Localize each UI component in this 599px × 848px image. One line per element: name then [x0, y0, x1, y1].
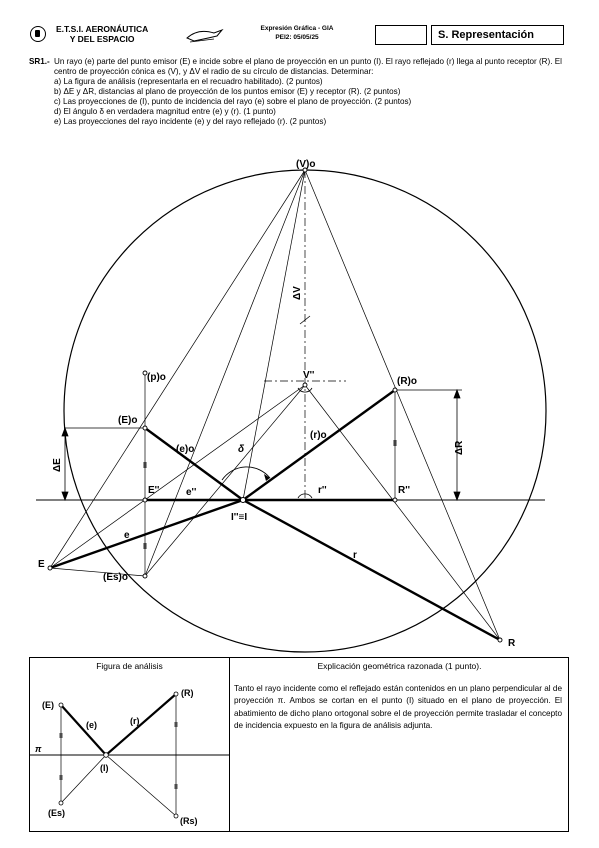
fa-label-pi: π — [35, 744, 42, 754]
label-e-point: E — [38, 559, 45, 570]
label-r-ray0: (r)o — [310, 430, 327, 441]
subject-line-1: Expresión Gráfica - GIA — [260, 25, 334, 32]
label-e-ray-pp: e'' — [186, 487, 197, 498]
label-e-ray: e — [124, 530, 130, 541]
label-r-pp: R'' — [398, 485, 410, 496]
delta-arc — [222, 467, 270, 480]
answer-box — [29, 657, 569, 832]
fa-label-rs: (Rs) — [180, 816, 198, 826]
label-r-point: R — [508, 638, 516, 649]
label-delta-r: ΔR — [454, 440, 465, 455]
school-line-1: E.T.S.I. AERONÁUTICA — [56, 24, 149, 34]
problem-number: SR1.- — [29, 57, 50, 66]
task-e: e) Las proyecciones del rayo incidente (e) y del rayo reflejado (r). (2 puntos) — [54, 117, 327, 126]
label-r0: (R)o — [397, 376, 417, 387]
label-r-ray: r — [353, 550, 357, 561]
label-delta: δ — [238, 444, 245, 455]
analysis-title: Figura de análisis — [96, 661, 163, 671]
label-delta-e: ΔE — [52, 458, 63, 472]
label-r-ray-pp: r'' — [318, 485, 327, 496]
label-delta-v: ΔV — [292, 286, 303, 300]
construction-lines — [50, 170, 500, 640]
fa-label-r-ray: (r) — [130, 716, 140, 726]
fa-label-es: (Es) — [48, 808, 66, 818]
task-a: a) La figura de análisis (representarla en el recuadro habilitado). (2 puntos) — [54, 77, 323, 86]
label-e-pp: E'' — [148, 485, 160, 496]
topic-box: S. Representación — [431, 25, 564, 45]
points — [48, 168, 502, 642]
subject-line-2: PEI2: 05/05/25 — [275, 34, 319, 41]
label-e0: (E)o — [118, 415, 138, 426]
ray-lines — [50, 390, 500, 640]
problem-text: Un rayo (e) parte del punto emisor (E) e incide sobre el plano de proyección en un punto (I). El rayo reflejado (r) llega al punto receptor (R). El centro de proyección cónica es (V), y ΔV el radio de su círculo de distancias. Determinar: — [54, 57, 562, 76]
task-b: b) ΔE y ΔR, distancias al plano de proyección de los puntos emisor (E) y receptor (R). (2 puntos) — [54, 87, 401, 96]
fa-label-r: (R) — [181, 688, 194, 698]
analysis-figure — [30, 658, 229, 833]
explanation-text: Tanto el rayo incidente como el reflejado están contenidos en un plano perpendicular al de proyección π. Ambos se cortan en el punto (I) situado en el plano de proyección. El abatimiento de dicho plano ortogonal sobre el de proyección permite trasladar el concepto de incidencia expuesto en la figura de análisis adjunta. — [234, 684, 562, 730]
label-v-pp: V'' — [303, 370, 315, 381]
label-e-ray0: (e)o — [176, 444, 195, 455]
label-i-pp: I''≡I — [231, 512, 248, 523]
task-c: c) Las proyecciones de (I), punto de incidencia del rayo (e) sobre el plano de proyección. (2 puntos) — [54, 97, 412, 106]
fa-label-i: (I) — [100, 763, 109, 773]
label-p0: (p)o — [147, 372, 166, 383]
label-v0: (V)o — [296, 159, 316, 170]
fa-label-e-ray: (e) — [86, 720, 97, 730]
task-d: d) El ángulo δ en verdadera magnitud entre (e) y (r). (1 punto) — [54, 107, 276, 116]
fa-label-e: (E) — [42, 700, 54, 710]
label-es0: (Es)o — [103, 572, 128, 583]
school-line-2: Y DEL ESPACIO — [69, 33, 135, 44]
dimension-lines — [62, 316, 460, 500]
explanation-title: Explicación geométrica razonada (1 punto). — [317, 661, 482, 671]
